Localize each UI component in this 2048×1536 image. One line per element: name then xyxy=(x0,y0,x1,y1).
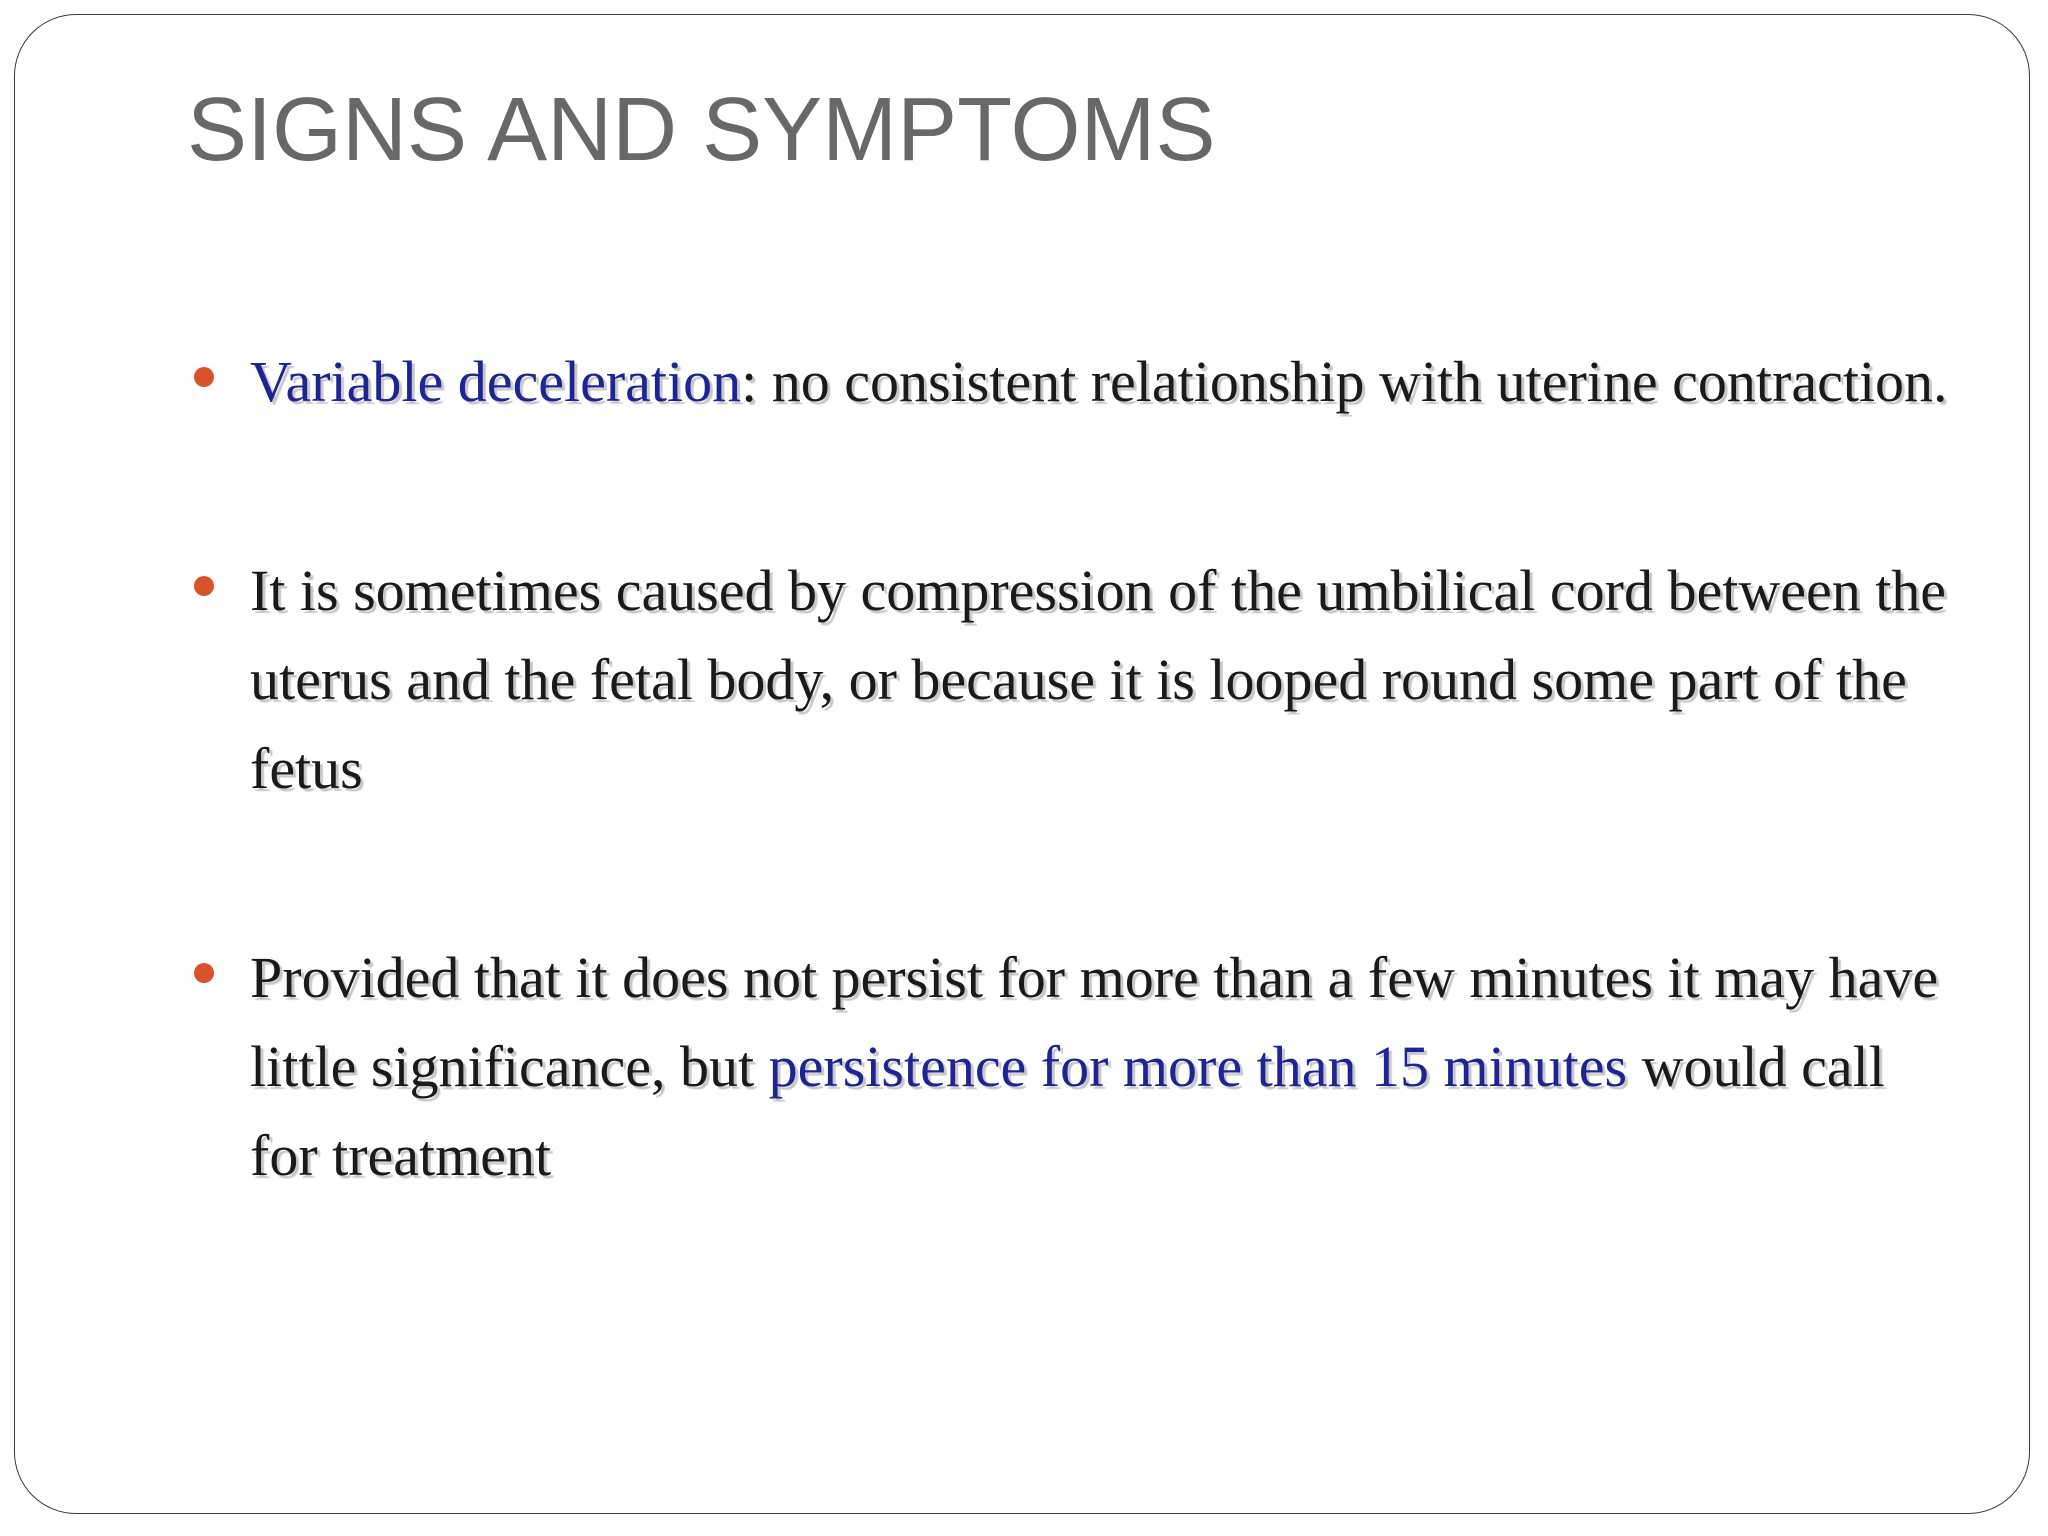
bullet-item-cord-compression xyxy=(187,546,1957,813)
bullet-item-variable-deceleration xyxy=(187,337,1957,426)
bullet-dot-icon xyxy=(194,367,214,387)
slide-frame xyxy=(14,14,2030,1514)
bullet-text: : no consistent relationship with uterine contraction. xyxy=(741,349,1948,414)
highlighted-term: persistence for more than 15 minutes xyxy=(768,1034,1628,1099)
bullet-list xyxy=(187,337,1957,1200)
bullet-dot-icon xyxy=(194,963,214,983)
bullet-text: It is sometimes caused by compression of the umbilical cord between the uterus and the fetal body, or because it is looped round some part of the fetus xyxy=(250,558,1947,801)
highlighted-term: Variable deceleration xyxy=(250,349,742,414)
bullet-item-persistence xyxy=(187,933,1957,1200)
bullet-dot-icon xyxy=(194,576,214,596)
bullet-text: Provided that it does not persist for more than a few minutes it may have little significance, but xyxy=(250,945,1939,1099)
bullet-text: would call for treatment xyxy=(250,1034,1885,1188)
slide-title: SIGNS AND SYMPTOMS xyxy=(187,80,1216,180)
